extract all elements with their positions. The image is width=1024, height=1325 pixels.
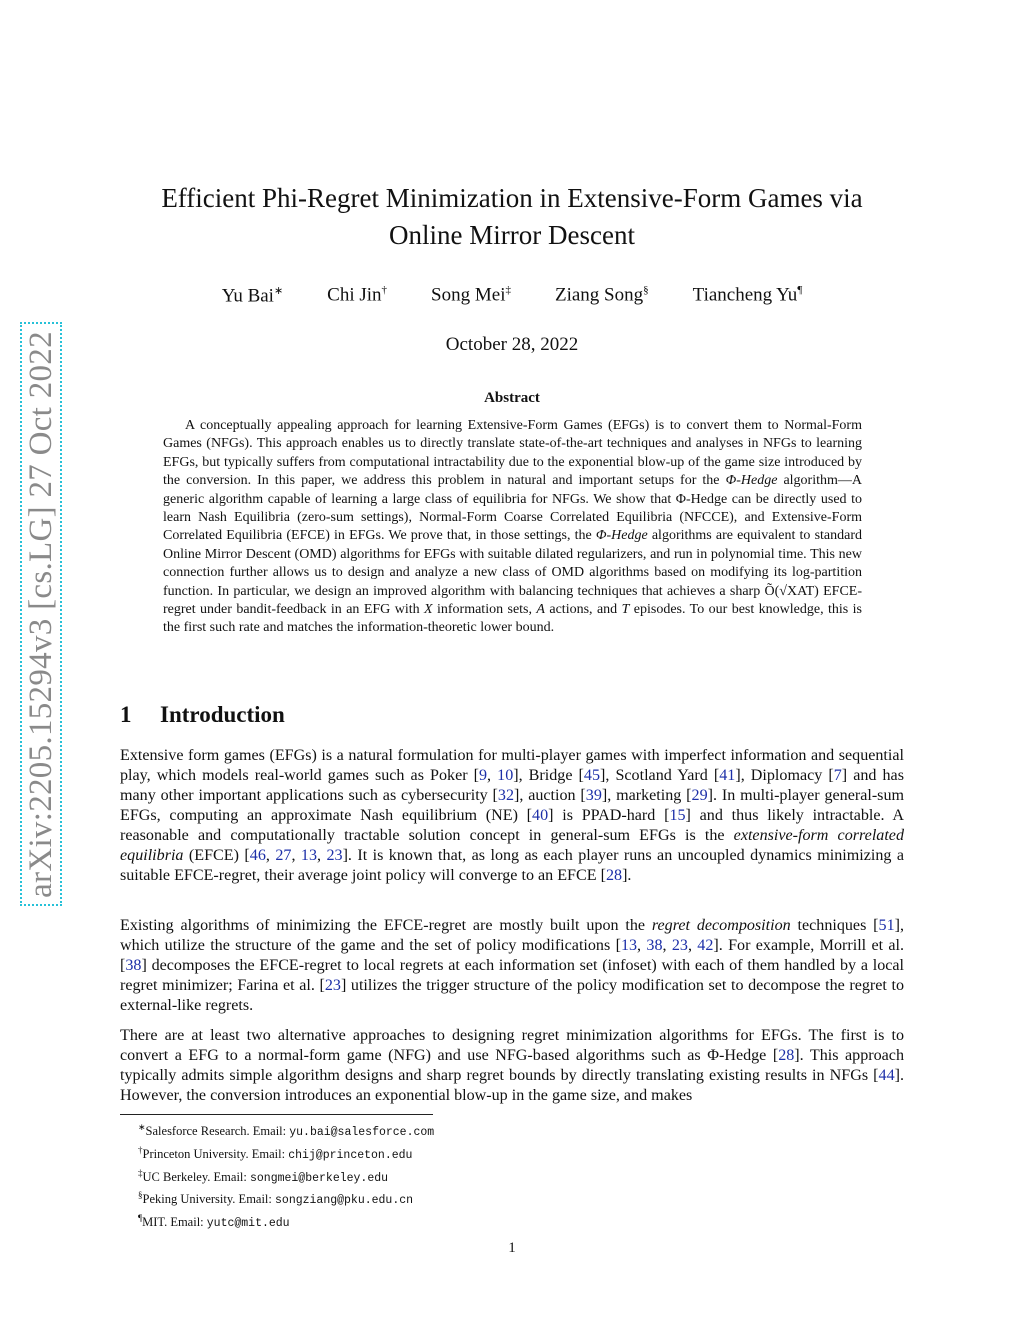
citation-link[interactable]: 23: [324, 977, 341, 994]
arxiv-identifier-text: arXiv:2205.15294v3 [cs.LG] 27 Oct 2022: [22, 330, 59, 898]
footnote: ‡UC Berkeley. Email: songmei@berkeley.edu: [138, 1167, 389, 1185]
citation-link[interactable]: 38: [125, 957, 142, 974]
author: Yu Bai∗: [221, 285, 284, 307]
citation-link[interactable]: 41: [719, 767, 736, 784]
footnote: ∗Salesforce Research. Email: yu.bai@salesforce.com: [138, 1122, 435, 1140]
author: Ziang Song§: [554, 284, 649, 306]
citation-link[interactable]: 46: [249, 847, 266, 864]
arxiv-identifier-stamp: [20, 322, 62, 906]
footnotes: [138, 1119, 838, 1233]
author: Song Mei‡: [431, 284, 511, 306]
citation-link[interactable]: 13: [620, 937, 638, 954]
section-heading: [120, 702, 285, 728]
citation-link[interactable]: 15: [669, 807, 686, 824]
author-list: [120, 284, 904, 307]
citation-link[interactable]: 44: [878, 1067, 895, 1084]
email-link[interactable]: songmei@berkeley.edu: [250, 1171, 389, 1185]
section-title: Introduction: [160, 702, 285, 727]
title-line-2: Online Mirror Descent: [389, 220, 635, 250]
author: Tiancheng Yu¶: [692, 284, 803, 306]
citation-link[interactable]: 51: [878, 917, 895, 934]
citation-link[interactable]: 13: [300, 847, 317, 864]
email-link[interactable]: chij@princeton.edu: [288, 1148, 413, 1162]
email-link[interactable]: songziang@pku.edu.cn: [275, 1194, 414, 1208]
page-number: 1: [508, 1240, 516, 1256]
title-line-1: Efficient Phi-Regret Minimization in Extensive-Form Games via: [161, 183, 863, 213]
citation-link[interactable]: 28: [605, 867, 623, 884]
citation-link[interactable]: 27: [275, 847, 292, 864]
publication-date: October 28, 2022: [445, 334, 579, 355]
author: Chi Jin†: [327, 284, 388, 306]
intro-paragraph: Existing algorithms of minimizing the EFCE-regret are mostly built upon the regret decomposition techniques [51], which utilize the structure of the game and the set of policy modifications [13, 38, 23, 42]. For example, Morrill et al. [38] decomposes the EFCE-regret to local regrets at each information set (infoset) with each of them handled by a local regret minimizer; Farina et al. [23] utilizes the trigger structure of the policy modification set to decompose the regret to external-like regrets.: [120, 917, 905, 1014]
citation-link[interactable]: 9: [479, 767, 488, 784]
citation-link[interactable]: 10: [497, 767, 514, 784]
citation-link[interactable]: 40: [532, 807, 549, 824]
citation-link[interactable]: 29: [691, 787, 708, 804]
intro-paragraph: Extensive form games (EFGs) is a natural formulation for multi-player games with imperfect information and sequential play, which models real-world games such as Poker [9, 10], Bridge [45], Scotland Yard [41], Diplomacy [7] and has many other important applications such as cybersecurity [32], auction [39], marketing [29]. In multi-player general-sum EFGs, computing an approximate Nash equilibrium (NE) [40] is PPAD-hard [15] and thus likely intractable. A reasonable and computationally tractable solution concept in general-sum EFGs is the extensive-form correlated equilibria (EFCE) [46, 27, 13, 23]. It is known that, as long as each player runs an uncoupled dynamics minimizing a suitable EFCE-regret, their average joint policy will converge to an EFCE [28].: [120, 747, 905, 884]
citation-link[interactable]: 7: [833, 767, 842, 784]
email-link[interactable]: yutc@mit.edu: [206, 1217, 290, 1231]
abstract-heading: Abstract: [484, 390, 540, 406]
citation-link[interactable]: 32: [497, 787, 515, 804]
citation-link[interactable]: 39: [585, 787, 602, 804]
footnote: †Princeton University. Email: chij@princeton.edu: [138, 1144, 413, 1162]
citation-link[interactable]: 23: [671, 937, 688, 954]
footnote: ¶MIT. Email: yutc@mit.edu: [138, 1213, 290, 1231]
footnote-divider: [120, 1114, 433, 1115]
abstract-text: A conceptually appealing approach for learning Extensive-Form Games (EFGs) is to convert them to Normal-Form Games (NFGs). This approach enables us to directly translate state-of-the-art techniques and analyses in NFGs to learning EFGs, but typically suffers from computational intractability due to the exponential blow-up of the game size introduced by the conversion. In this paper, we address this problem in natural and important setups for the Φ-Hedge algorithm—A generic algorithm capable of learning a large class of equilibria for NFGs. We show that Φ-Hedge can be directly used to learn Nash Equilibria (zero-sum settings), Normal-Form Coarse Correlated Equilibria (NFCCE), and Extensive-Form Correlated Equilibria (EFCE) in EFGs. We prove that, in those settings, the Φ-Hedge algorithms are equivalent to standard Online Mirror Descent (OMD) algorithms for EFGs with suitable dilated regularizers, and run in polynomial time. This new connection further allows us to design and analyze a new class of OMD algorithms based on modifying its log-partition function. In particular, we design an improved algorithm with balancing techniques that achieves a sharp Õ(√XAT) EFCE-regret under bandit-feedback in an EFG with X information sets, A actions, and T episodes. To our best knowledge, this is the first such rate and matches the information-theoretic lower bound.: [163, 418, 863, 636]
citation-link[interactable]: 45: [583, 767, 601, 784]
paper-title: [120, 180, 904, 254]
citation-link[interactable]: 38: [646, 937, 663, 954]
citation-link[interactable]: 28: [778, 1047, 795, 1064]
citation-link[interactable]: 23: [326, 847, 343, 864]
section-number: 1: [120, 702, 132, 727]
footnote: §Peking University. Email: songziang@pku.edu.cn: [138, 1190, 414, 1208]
intro-paragraph: There are at least two alternative approaches to designing regret minimization algorithms for EFGs. The first is to convert a EFG to a normal-form game (NFG) and use NFG-based algorithms such as Φ-Hedge [28]. This approach typically admits simple algorithm designs and sharp regret bounds by directly translating existing results in NFGs [44]. However, the conversion introduces an exponential blow-up in the game size, and makes: [120, 1027, 904, 1104]
citation-link[interactable]: 42: [697, 937, 714, 954]
email-link[interactable]: yu.bai@salesforce.com: [289, 1126, 435, 1140]
